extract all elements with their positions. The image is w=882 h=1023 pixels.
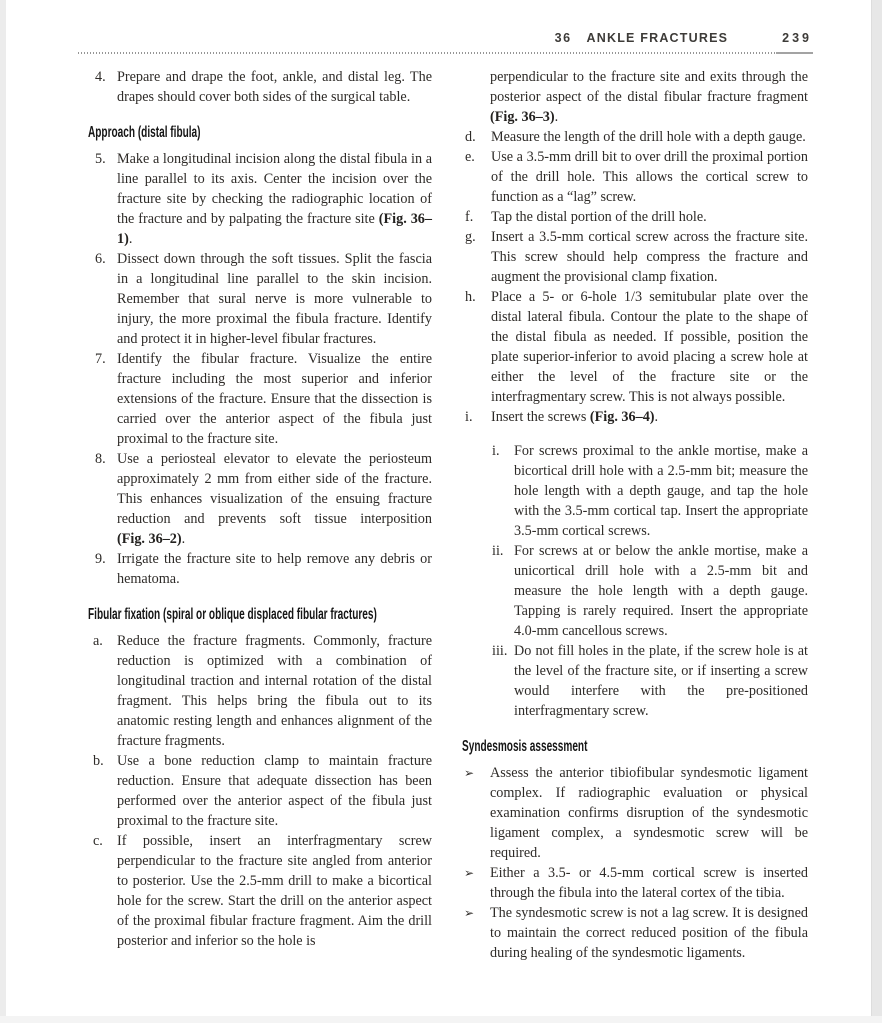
list-item-4: [88, 67, 432, 107]
section-heading-syndesmosis: Syndesmosis assessment: [462, 738, 588, 755]
list-item-i: [462, 407, 808, 427]
item-text: The syndesmotic screw is not a lag screw. It is designed to maintain the correct reduced position of the fibula during healing of the syndesmotic ligaments.: [490, 905, 808, 961]
bullet-item-1: [462, 763, 808, 863]
item-text: Reduce the fracture fragments. Commonly, fracture reduction is optimized with a combination of longitudinal traction and internal rotation of the distal fragment. This helps bring the fibula out to its anatomic resting length and enhances alignment of the fracture fragments.: [117, 633, 432, 749]
left-column: [88, 67, 432, 951]
list-item-h: [462, 287, 808, 407]
right-column: [462, 67, 808, 963]
chapter-title: ANKLE FRACTURES: [586, 31, 729, 45]
bullet-item-3: [462, 903, 808, 963]
sublist-item-i: [492, 441, 808, 541]
item-text: Measure the length of the drill hole with a depth gauge.: [491, 129, 806, 145]
item-label: 8.: [95, 451, 106, 467]
list-item-e: [462, 147, 808, 207]
header-rule-end: [776, 52, 813, 54]
item-text: Use a periosteal elevator to elevate the periosteum approximately 2 mm from either side of the fracture. This enhances visualization of the ensuing fracture reduction and prevents soft tissue interposition (Fig. 36–2).: [117, 451, 432, 547]
item-text: Insert the screws (Fig. 36–4).: [491, 409, 659, 425]
item-label: d.: [465, 129, 476, 145]
item-text: perpendicular to the fracture site and exits through the posterior aspect of the distal fibular fracture fragment (Fig. 36–3).: [490, 69, 808, 125]
list-item-7: [88, 349, 432, 449]
item-text: Irrigate the fracture site to help remove any debris or hematoma.: [117, 551, 432, 587]
item-label: e.: [465, 149, 475, 165]
list-item-9: [88, 549, 432, 589]
item-text: Do not fill holes in the plate, if the screw hole is at the level of the fracture site, or if inserting a screw would interfere with the pre-positioned interfragmentary screw.: [514, 643, 808, 719]
list-item-6: [88, 249, 432, 349]
item-text: Prepare and drape the foot, ankle, and distal leg. The drapes should cover both sides of the surgical table.: [117, 69, 432, 105]
item-text: Dissect down through the soft tissues. Split the fascia in a longitudinal line parallel to the skin incision. Remember that sural nerve is more vulnerable to injury, the more proximal the fibula fracture. Identify and protect it in higher-level fibular fractures.: [117, 251, 432, 347]
page-number: 239: [782, 31, 812, 45]
page-bottom-edge: [0, 1016, 882, 1023]
item-text: For screws proximal to the ankle mortise, make a bicortical drill hole with a 2.5-mm bit; measure the hole length with a depth gauge, and tap the hole with the 3.5-mm cortical tap. Insert the appropriate 3.5-mm cortical screws.: [514, 443, 808, 539]
list-item-b: [88, 751, 432, 831]
item-text: Use a 3.5-mm drill bit to over drill the proximal portion of the drill hole. This allows the cortical screw to function as a “lag” screw.: [491, 149, 808, 205]
item-label: i.: [492, 443, 500, 459]
chapter-number: 36: [554, 31, 572, 45]
sublist-item-iii: [492, 641, 808, 721]
item-label: a.: [93, 633, 103, 649]
item-text: For screws at or below the ankle mortise, make a unicortical drill hole with a 2.5-mm bit and measure the hole length with a depth gauge. Tapping is rarely required. Insert the appropriate 4.0-mm cancellous screws.: [514, 543, 808, 639]
list-item-a: [88, 631, 432, 751]
list-item-c-continuation: [462, 67, 808, 127]
list-item-5: [88, 149, 432, 249]
list-item-g: [462, 227, 808, 287]
bullet-item-2: [462, 863, 808, 903]
item-label: g.: [465, 229, 476, 245]
item-text: Make a longitudinal incision along the distal fibula in a line parallel to its axis. Center the incision over the fracture site by checking the radiographic location of the fracture and by palpating the fracture site (Fig. 36–1).: [117, 151, 432, 247]
item-label: 4.: [95, 69, 106, 85]
list-item-8: [88, 449, 432, 549]
item-label: 9.: [95, 551, 106, 567]
item-label: h.: [465, 289, 476, 305]
item-label: 6.: [95, 251, 106, 267]
item-text: Either a 3.5- or 4.5-mm cortical screw is inserted through the fibula into the lateral cortex of the tibia.: [490, 865, 808, 901]
item-text: Place a 5- or 6-hole 1/3 semitubular plate over the distal lateral fibula. Contour the plate to the shape of the distal fibula as needed. If possible, position the plate superior-inferior to avoid placing a screw hole at either the level of the fracture site or the interfragmentary screw. This is not always possible.: [491, 289, 808, 405]
item-label: f.: [465, 209, 474, 225]
arrow-bullet-icon: ➢: [464, 906, 475, 920]
running-head: [0, 31, 812, 45]
item-label: iii.: [492, 643, 508, 659]
sublist-item-ii: [492, 541, 808, 641]
item-label: i.: [465, 409, 473, 425]
arrow-bullet-icon: ➢: [464, 766, 475, 780]
list-item-f: [462, 207, 808, 227]
item-label: 5.: [95, 151, 106, 167]
item-text: Tap the distal portion of the drill hole.: [491, 209, 707, 225]
item-label: 7.: [95, 351, 106, 367]
section-heading-approach: Approach (distal fibula): [88, 124, 201, 141]
item-text: If possible, insert an interfragmentary screw perpendicular to the fracture site angled from anterior to posterior. Use the 2.5-mm drill to make a bicortical hole for the screw. Start the drill on the anterior aspect of the proximal fibular fracture fragment. Aim the drill posterior and inferior so the hole is: [117, 833, 432, 949]
page-left-edge: [0, 0, 6, 1023]
roman-sublist: [492, 441, 808, 721]
header-rule: [78, 52, 812, 54]
list-item-d: [462, 127, 808, 147]
item-label: ii.: [492, 543, 504, 559]
item-label: c.: [93, 833, 103, 849]
arrow-bullet-icon: ➢: [464, 866, 475, 880]
section-heading-fibular-fixation: Fibular fixation (spiral or oblique displaced fibular fractures): [88, 606, 377, 623]
item-text: Identify the fibular fracture. Visualize the entire fracture including the most superior and inferior extensions of the fracture. Ensure that the dissection is carried over the anterior aspect of the fibula just proximal to the fracture site.: [117, 351, 432, 447]
item-text: Assess the anterior tibiofibular syndesmotic ligament complex. If radiographic evaluation or physical examination confirms disruption of the syndesmotic ligament complex, a syndesmotic screw will be required.: [490, 765, 808, 861]
list-item-c: [88, 831, 432, 951]
page-right-edge: [871, 0, 882, 1023]
item-text: Use a bone reduction clamp to maintain fracture reduction. Ensure that adequate dissection has been performed over the anterior aspect of the fibula just proximal to the fracture site.: [117, 753, 432, 829]
item-label: b.: [93, 753, 104, 769]
item-text: Insert a 3.5-mm cortical screw across the fracture site. This screw should help compress the fracture and augment the provisional clamp fixation.: [491, 229, 808, 285]
